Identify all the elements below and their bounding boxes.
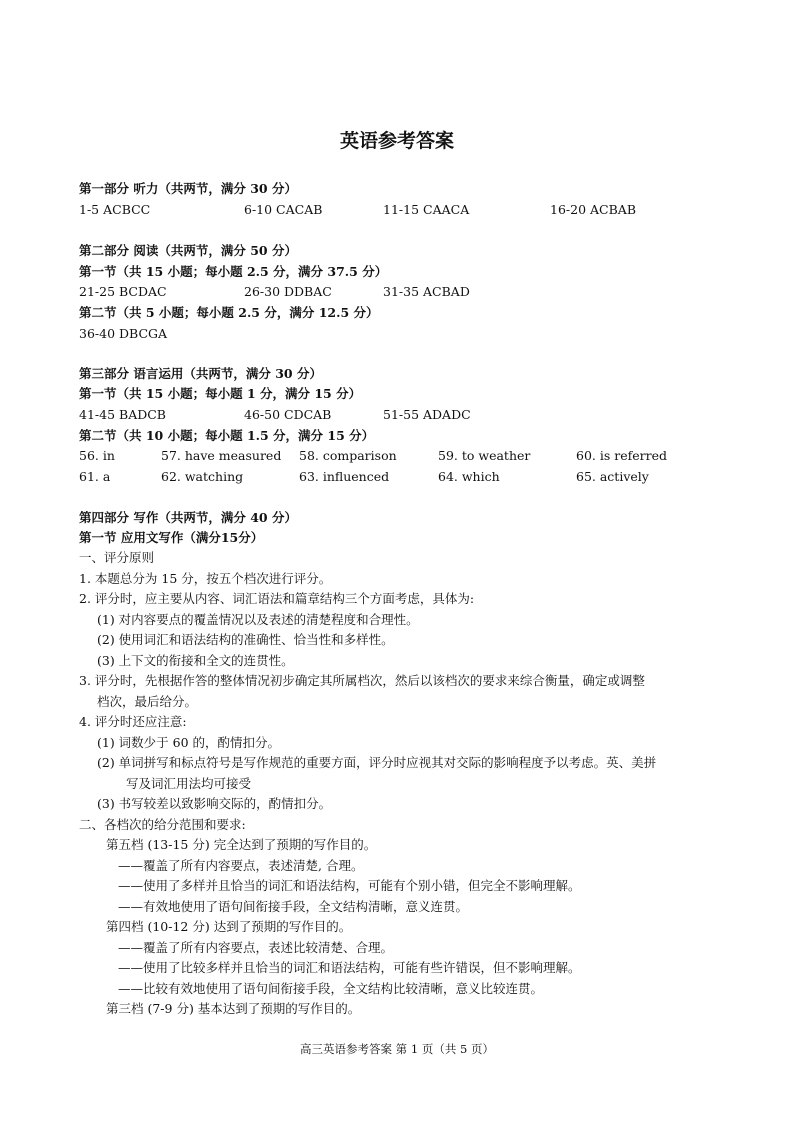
rule-2-item: (2) 使用词汇和语法结构的准确性、恰当性和多样性。 xyxy=(97,632,394,647)
page-footer: 高三英语参考答案 第 1 页（共 5 页） xyxy=(300,1042,494,1056)
part4-heading: 第四部分 写作（共两节，满分 40 分） xyxy=(79,510,297,525)
answer-item: 58. comparison xyxy=(299,448,397,463)
level-5-criterion: ——覆盖了所有内容要点，表述清楚, 合理。 xyxy=(118,858,364,873)
answer-group: 26-30 DDBAC xyxy=(244,284,332,299)
rule-2-item: (3) 上下文的衔接和全文的连贯性。 xyxy=(97,653,294,668)
level-5-criterion: ——使用了多样并且恰当的词汇和语法结构，可能有个别小错，但完全不影响理解。 xyxy=(118,878,581,893)
rule-2: 2. 评分时，应主要从内容、词汇语法和篇章结构三个方面考虑，具体为: xyxy=(79,591,475,606)
rule-4-item-continued: 写及词汇用法均可接受 xyxy=(126,776,252,791)
answer-item: 65. actively xyxy=(576,469,649,484)
answer-item: 63. influenced xyxy=(299,469,390,484)
rule-4-item: (2) 单词拼写和标点符号是写作规范的重要方面，评分时应视其对交际的影响程度予以考虑。英、美拼 xyxy=(97,755,657,770)
part2-section1: 第一节（共 15 小题；每小题 2.5 分，满分 37.5 分） xyxy=(79,264,388,279)
part3-section2: 第二节（共 10 小题；每小题 1.5 分，满分 15 分） xyxy=(79,428,375,443)
level-3: 第三档 (7-9 分) 基本达到了预期的写作目的。 xyxy=(106,1001,361,1016)
rule-3-continued: 档次，最后给分。 xyxy=(97,694,198,709)
answer-item: 60. is referred xyxy=(576,448,667,463)
rule-4: 4. 评分时还应注意: xyxy=(79,714,187,729)
rule-4-item: (3) 书写较差以致影响交际的，酌情扣分。 xyxy=(97,796,332,811)
answer-item: 61. a xyxy=(79,469,111,484)
answer-group: 6-10 CACAB xyxy=(244,202,323,217)
part2-section2: 第二节（共 5 小题；每小题 2.5 分，满分 12.5 分） xyxy=(79,305,379,320)
answer-item: 57. have measured xyxy=(161,448,282,463)
answer-group: 41-45 BADCB xyxy=(79,407,166,422)
level-5-criterion: ——有效地使用了语句间衔接手段，全文结构清晰，意义连贯。 xyxy=(118,899,469,914)
answer-item: 56. in xyxy=(79,448,115,463)
rule-1: 1. 本题总分为 15 分，按五个档次进行评分。 xyxy=(79,571,332,586)
answer-item: 62. watching xyxy=(161,469,244,484)
part1-heading: 第一部分 听力（共两节，满分 30 分） xyxy=(79,181,297,196)
answer-group: 1-5 ACBCC xyxy=(79,202,151,217)
rule-4-item: (1) 词数少于 60 的，酌情扣分。 xyxy=(97,735,281,750)
answer-group: 21-25 BCDAC xyxy=(79,284,167,299)
part4-section1: 第一节 应用文写作（满分15分） xyxy=(79,530,264,545)
answer-group: 36-40 DBCGA xyxy=(79,326,168,341)
levels-title: 二、各档次的给分范围和要求: xyxy=(79,817,246,832)
level-4-criterion: ——比较有效地使用了语句间衔接手段，全文结构比较清晰，意义比较连贯。 xyxy=(118,981,544,996)
part3-section1: 第一节（共 15 小题；每小题 1 分，满分 15 分） xyxy=(79,386,362,401)
level-4: 第四档 (10-12 分) 达到了预期的写作目的。 xyxy=(106,919,352,934)
answer-group: 11-15 CAACA xyxy=(383,202,470,217)
answer-group: 31-35 ACBAD xyxy=(383,284,470,299)
level-4-criterion: ——覆盖了所有内容要点，表述比较清楚、合理。 xyxy=(118,940,394,955)
principles-title: 一、评分原则 xyxy=(79,550,155,565)
part2-heading: 第二部分 阅读（共两节，满分 50 分） xyxy=(79,243,297,258)
level-5: 第五档 (13-15 分) 完全达到了预期的写作目的。 xyxy=(106,837,377,852)
page-title: 英语参考答案 xyxy=(339,130,454,152)
answer-group: 16-20 ACBAB xyxy=(550,202,636,217)
rule-2-item: (1) 对内容要点的覆盖情况以及表述的清楚程度和合理性。 xyxy=(97,612,419,627)
answer-item: 64. which xyxy=(438,469,500,484)
answer-group: 51-55 ADADC xyxy=(383,407,471,422)
answer-group: 46-50 CDCAB xyxy=(244,407,332,422)
part3-heading: 第三部分 语言运用（共两节，满分 30 分） xyxy=(79,366,322,381)
level-4-criterion: ——使用了比较多样并且恰当的词汇和语法结构，可能有些许错误，但不影响理解。 xyxy=(118,960,581,975)
answer-item: 59. to weather xyxy=(438,448,531,463)
rule-3: 3. 评分时，先根据作答的整体情况初步确定其所属档次，然后以该档次的要求来综合衡量，确定或调整 xyxy=(79,673,645,688)
